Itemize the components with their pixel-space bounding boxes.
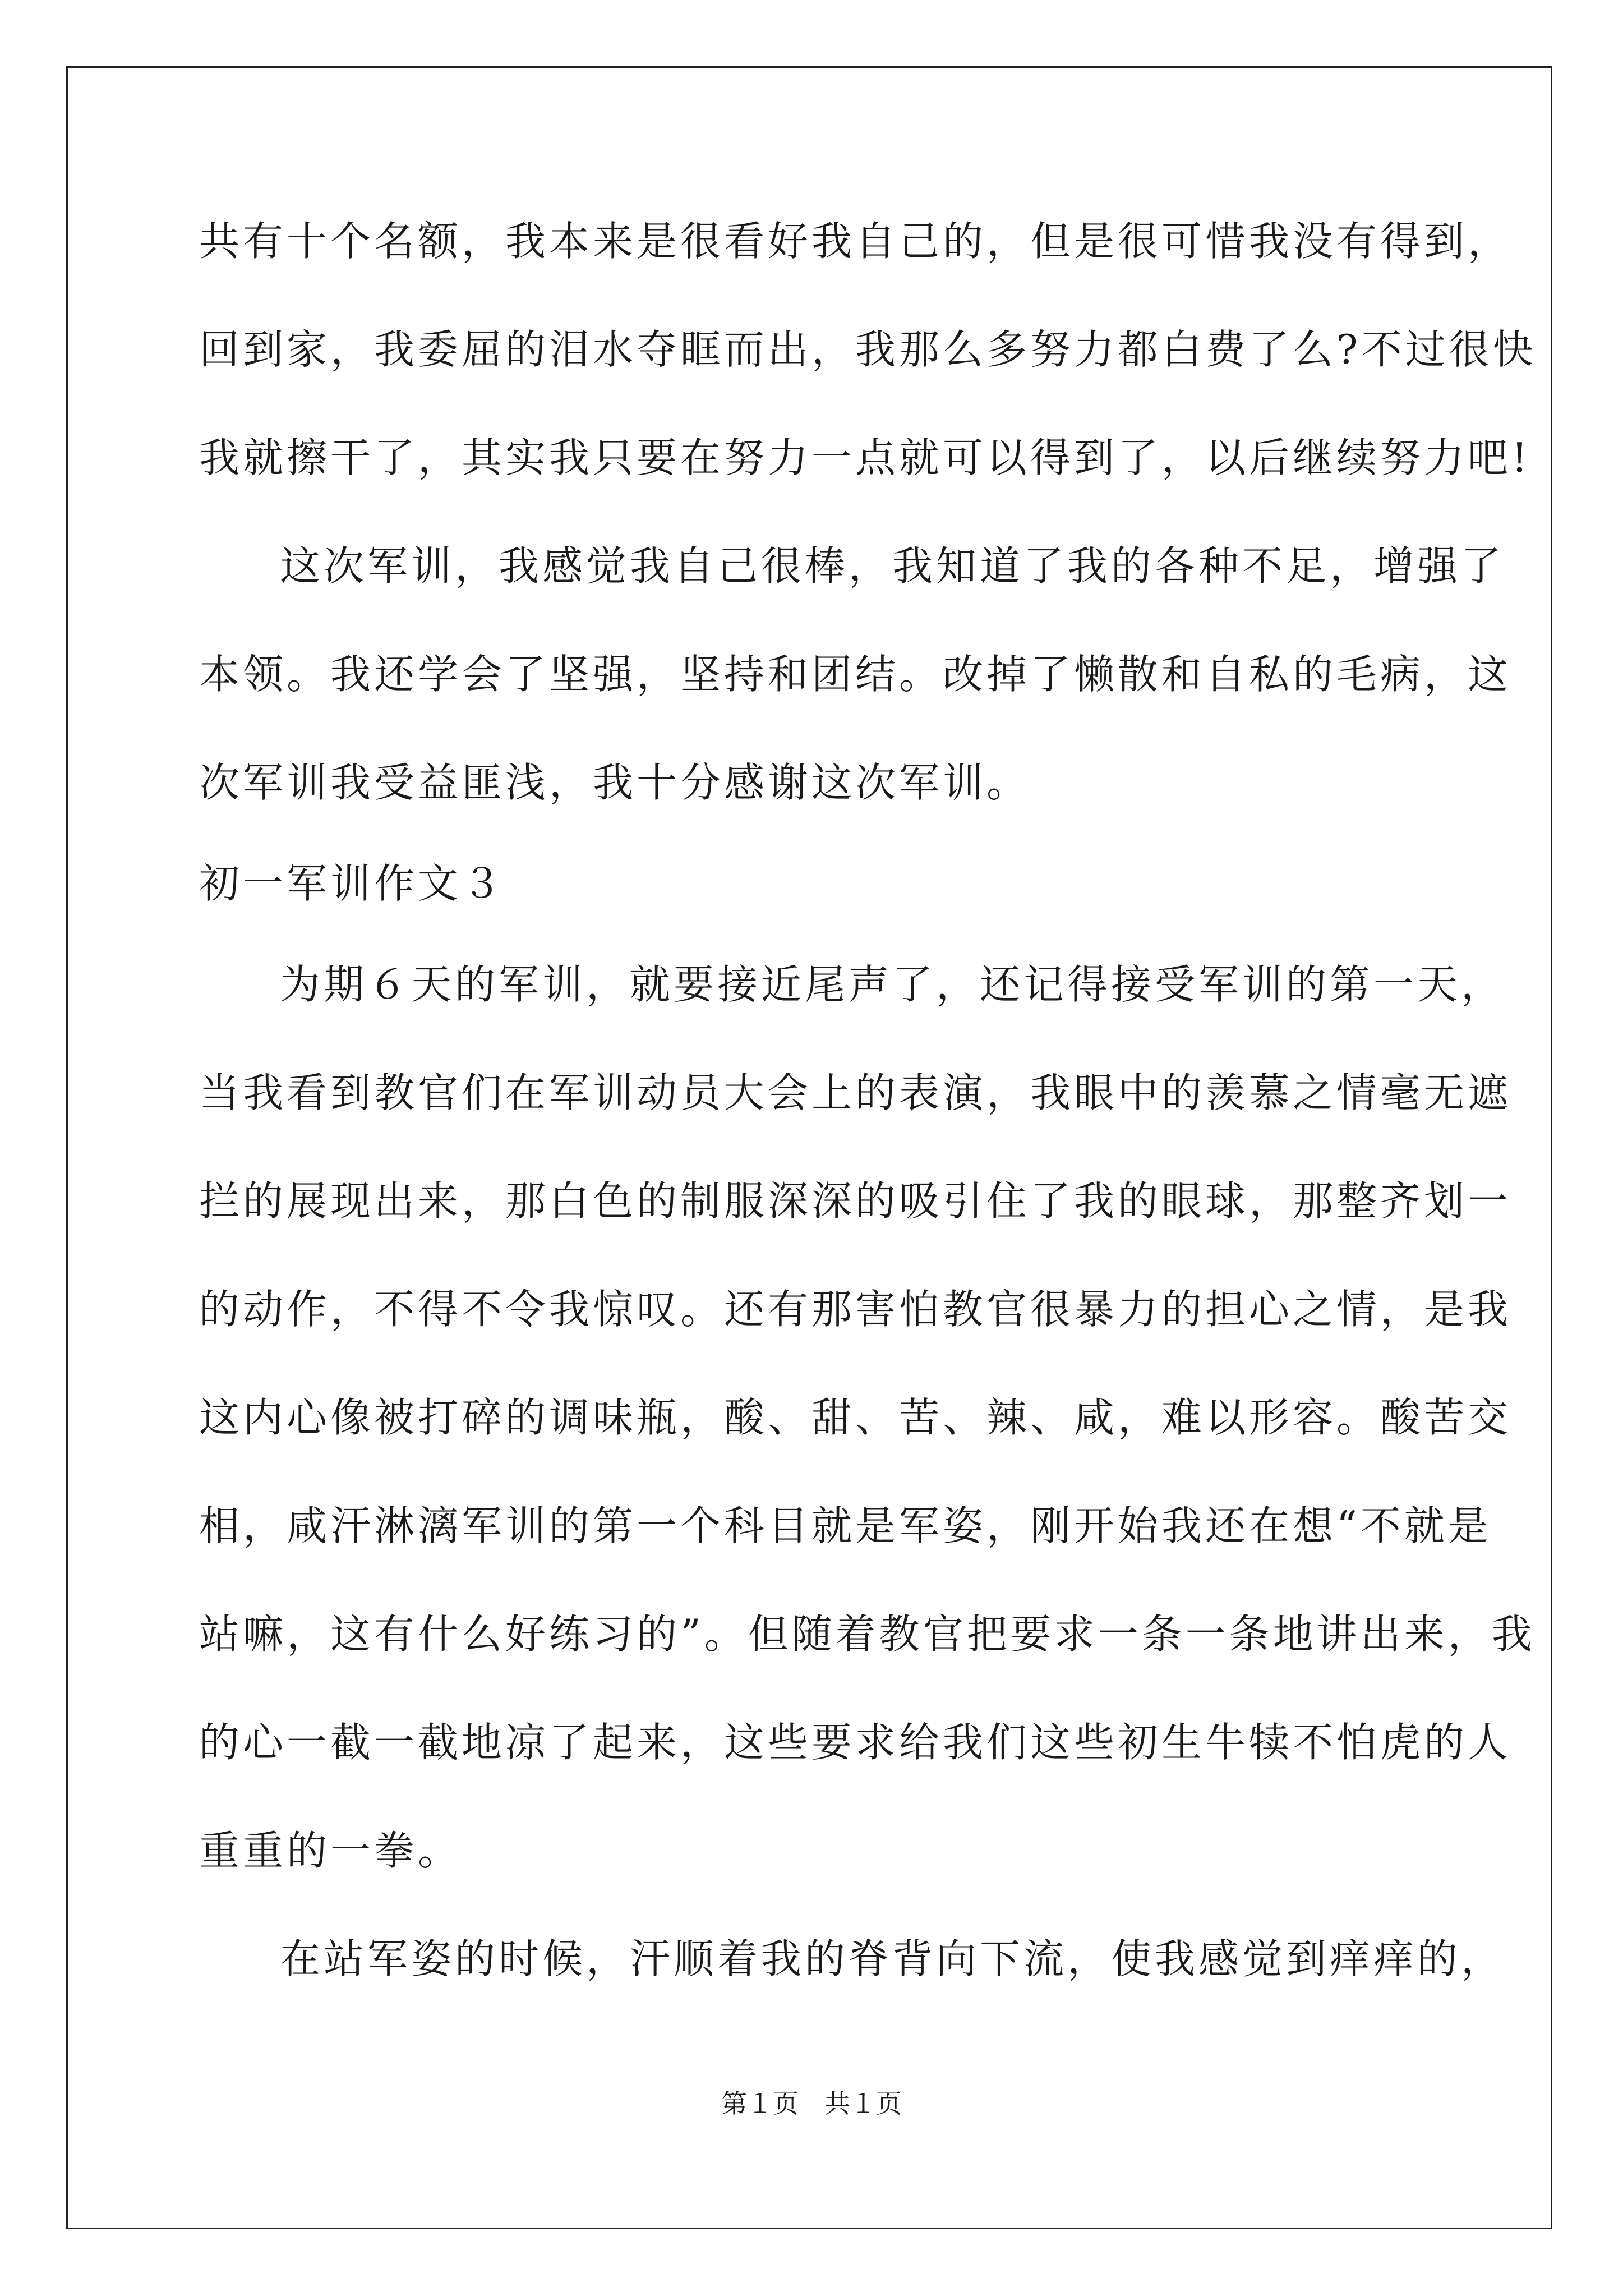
paragraph-start-line: 这次军训，我感觉我自己很棒，我知道了我的各种不足，增强了 [280,542,1505,590]
text-line: 次军训我受益匪浅，我十分感谢这次军训。 [199,759,1031,806]
text-line: 的心一截一截地凉了起来，这些要求给我们这些初生牛犊不怕虎的人 [199,1719,1512,1766]
text-line: 我就擦干了，其实我只要在努力一点就可以得到了，以后继续努力吧! [199,434,1531,481]
text-line: 的动作，不得不令我惊叹。还有那害怕教官很暴力的担心之情，是我 [199,1286,1512,1333]
text-line: 拦的展现出来，那白色的制服深深的吸引住了我的眼球，那整齐划一 [199,1177,1512,1225]
text-line: 本领。我还学会了坚强，坚持和团结。改掉了懒散和自私的毛病，这 [199,651,1512,698]
text-line: 站嘛，这有什么好练习的”。但随着教官把要求一条一条地讲出来，我 [199,1611,1536,1658]
page-footer: 第１页 共１页 [721,2088,902,2119]
section-heading: 初一军训作文３ [199,860,506,907]
text-line: 这内心像被打碎的调味瓶，酸、甜、苦、辣、咸，难以形容。酸苦交 [199,1394,1512,1441]
text-line: 共有十个名额，我本来是很看好我自己的，但是很可惜我没有得到， [199,218,1512,265]
text-line: 相，咸汗淋漓军训的第一个科目就是军姿，刚开始我还在想“不就是 [199,1502,1492,1549]
paragraph-start-line: 在站军姿的时候，汗顺着我的脊背向下流，使我感觉到痒痒的， [280,1935,1505,1982]
paragraph-start-line: 为期６天的军训，就要接近尾声了，还记得接受军训的第一天， [280,961,1505,1008]
text-line: 回到家，我委屈的泪水夺眶而出，我那么多努力都白费了么?不过很快 [199,326,1537,373]
page-border [66,66,1552,2229]
text-line: 重重的一拳。 [199,1827,462,1874]
text-line: 当我看到教官们在军训动员大会上的表演，我眼中的羡慕之情毫无遮 [199,1069,1512,1116]
